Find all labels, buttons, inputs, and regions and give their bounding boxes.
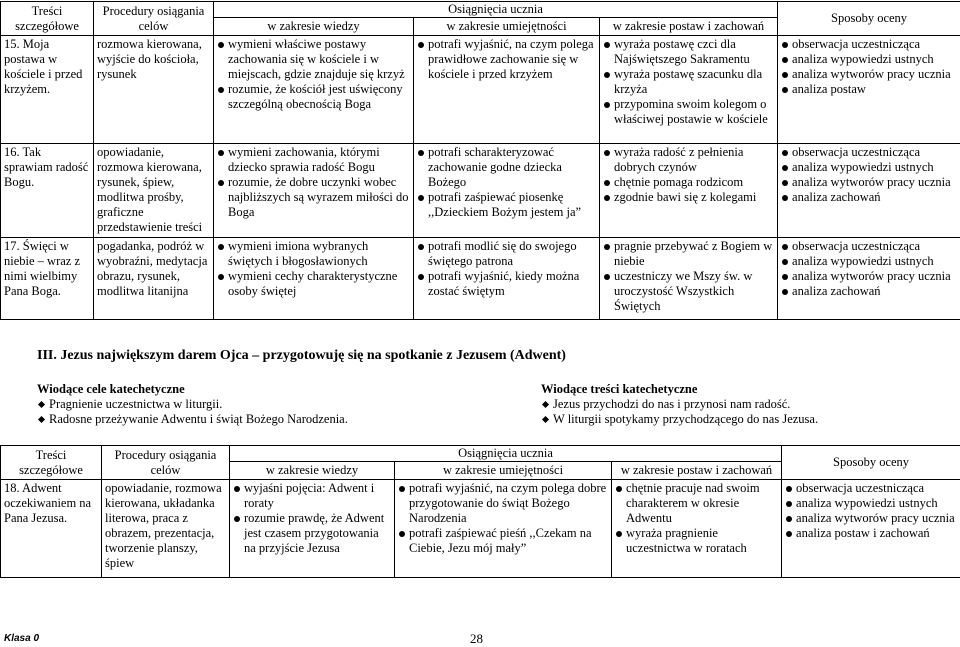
header-row <box>1 446 960 462</box>
header-knowledge: w zakresie wiedzy <box>230 462 395 480</box>
header-content: Treści szczegółowe <box>1 446 102 480</box>
list-item: wyraża radość z pełnienia dobrych czynów <box>603 145 774 175</box>
header-procedures: Procedury osiągania celów <box>102 446 230 480</box>
contents-title: Wiodące treści katechetyczne <box>541 382 698 396</box>
procedures-cell: pogadanka, podróż w wyobraźni, medytacja obrazu, rysunek, modlitwa litanijna <box>94 238 214 320</box>
header-skills: w zakresie umiejętności <box>414 18 600 36</box>
list-item: analiza wytworów pracy ucznia <box>785 511 957 526</box>
list-item: chętnie pracuje nad swoim charakterem w okresie Adwentu <box>615 481 778 526</box>
aims-item: Pragnienie uczestnictwa w liturgii. <box>37 397 477 412</box>
topic-cell: 18. Adwent oczekiwaniem na Pana Jezusa. <box>1 480 102 578</box>
contents-item: Jezus przychodzi do nas i przynosi nam radość. <box>541 397 951 412</box>
header-achievements: Osiągnięcia ucznia <box>214 2 778 18</box>
list-item: potrafi zaśpiewać pieśń ,,Czekam na Ciebie, Jezu mój mały” <box>398 526 608 556</box>
aims-title: Wiodące cele katechetyczne <box>37 382 185 396</box>
header-content: Treści szczegółowe <box>1 2 94 36</box>
assessment-cell <box>778 238 960 320</box>
knowledge-cell <box>214 238 414 320</box>
section-title: III. Jezus największym darem Ojca – przygotowuję się na spotkanie z Jezusem (Adwent) <box>37 348 566 363</box>
list-item: analiza wytworów pracy ucznia <box>781 269 957 284</box>
topic-cell: 16. Tak sprawiam radość Bogu. <box>1 144 94 238</box>
list-item: potrafi modlić się do swojego świętego patrona <box>417 239 596 269</box>
list-item: wymieni właściwe postawy zachowania się w kościele i w miejscach, gdzie znajduje się krzyż <box>217 37 410 82</box>
list-item: potrafi wyjaśnić, kiedy można zostać świętym <box>417 269 596 299</box>
list-item: wyraża pragnienie uczestnictwa w roratach <box>615 526 778 556</box>
knowledge-cell <box>214 144 414 238</box>
list-item: analiza zachowań <box>781 284 957 299</box>
list-item: wymieni cechy charakterystyczne osoby świętej <box>217 269 410 299</box>
header-assessment: Sposoby oceny <box>778 2 960 36</box>
table-row <box>1 480 960 578</box>
header-attitudes: w zakresie postaw i zachowań <box>612 462 782 480</box>
procedures-cell: rozmowa kierowana, wyjście do kościoła, rysunek <box>94 36 214 144</box>
list-item: analiza postaw <box>781 82 957 97</box>
header-row <box>1 2 960 18</box>
list-item: analiza wytworów pracy ucznia <box>781 67 957 82</box>
list-item: wyraża postawę czci dla Najświętszego Sakramentu <box>603 37 774 67</box>
page-number: 28 <box>470 631 483 646</box>
aims-item: Radosne przeżywanie Adwentu i świąt Bożego Narodzenia. <box>37 412 477 427</box>
list-item: analiza wypowiedzi ustnych <box>781 52 957 67</box>
list-item: wymieni zachowania, którymi dziecko sprawia radość Bogu <box>217 145 410 175</box>
list-item: obserwacja uczestnicząca <box>785 481 957 496</box>
skills-cell <box>414 144 600 238</box>
list-item: analiza wytworów pracy ucznia <box>781 175 957 190</box>
list-item: analiza zachowań <box>781 190 957 205</box>
list-item: potrafi scharakteryzować zachowanie godne dziecka Bożego <box>417 145 596 190</box>
table-row <box>1 238 960 320</box>
knowledge-cell <box>214 36 414 144</box>
list-item: pragnie przebywać z Bogiem w niebie <box>603 239 774 269</box>
attitudes-cell <box>600 36 778 144</box>
header-skills: w zakresie umiejętności <box>395 462 612 480</box>
list-item: analiza wypowiedzi ustnych <box>781 254 957 269</box>
assessment-cell <box>782 480 960 578</box>
assessment-cell <box>778 36 960 144</box>
list-item: wyraża postawę szacunku dla krzyża <box>603 67 774 97</box>
list-item: analiza wypowiedzi ustnych <box>785 496 957 511</box>
list-item: rozumie, że dobre uczynki wobec najbliższych są wyrazem miłości do Boga <box>217 175 410 220</box>
header-attitudes: w zakresie postaw i zachowań <box>600 18 778 36</box>
contents-item: W liturgii spotykamy przychodzącego do nas Jezusa. <box>541 412 951 427</box>
list-item: analiza wypowiedzi ustnych <box>781 160 957 175</box>
list-item: obserwacja uczestnicząca <box>781 145 957 160</box>
topic-cell: 15. Moja postawa w kościele i przed krzyżem. <box>1 36 94 144</box>
list-item: zgodnie bawi się z kolegami <box>603 190 774 205</box>
list-item: potrafi wyjaśnić, na czym polega dobre przygotowanie do świąt Bożego Narodzenia <box>398 481 608 526</box>
assessment-cell <box>778 144 960 238</box>
list-item: rozumie prawdę, że Adwent jest czasem przygotowania na przyjście Jezusa <box>233 511 391 556</box>
table-row <box>1 36 960 144</box>
attitudes-cell <box>600 144 778 238</box>
list-item: przypomina swoim kolegom o właściwej postawie w kościele <box>603 97 774 127</box>
list-item: analiza postaw i zachowań <box>785 526 957 541</box>
attitudes-cell <box>600 238 778 320</box>
header-knowledge: w zakresie wiedzy <box>214 18 414 36</box>
lesson-table-1 <box>0 1 960 320</box>
list-item: wyjaśni pojęcia: Adwent i roraty <box>233 481 391 511</box>
footer-class-label: Klasa 0 <box>4 633 40 644</box>
knowledge-cell <box>230 480 395 578</box>
lesson-table-2 <box>0 445 960 578</box>
topic-cell: 17. Święci w niebie – wraz z nimi wielbimy Pana Boga. <box>1 238 94 320</box>
list-item: potrafi wyjaśnić, na czym polega prawidłowe zachowanie się w kościele i przed krzyżem <box>417 37 596 82</box>
header-procedures: Procedury osiągania celów <box>94 2 214 36</box>
skills-cell <box>414 36 600 144</box>
list-item: rozumie, że kościół jest uświęcony szczególną obecnością Boga <box>217 82 410 112</box>
list-item: uczestniczy we Mszy św. w uroczystość Wszystkich Świętych <box>603 269 774 314</box>
skills-cell <box>395 480 612 578</box>
skills-cell <box>414 238 600 320</box>
procedures-cell: opowiadanie, rozmowa kierowana, rysunek, śpiew, modlitwa prośby, graficzne przedstawienie treści <box>94 144 214 238</box>
table-row <box>1 144 960 238</box>
list-item: obserwacja uczestnicząca <box>781 37 957 52</box>
header-achievements: Osiągnięcia ucznia <box>230 446 782 462</box>
list-item: potrafi zaśpiewać piosenkę ,,Dzieckiem Bożym jestem ja” <box>417 190 596 220</box>
list-item: chętnie pomaga rodzicom <box>603 175 774 190</box>
contents-block <box>541 382 951 427</box>
header-assessment: Sposoby oceny <box>782 446 960 480</box>
list-item: wymieni imiona wybranych świętych i błogosławionych <box>217 239 410 269</box>
procedures-cell: opowiadanie, rozmowa kierowana, układanka literowa, praca z obrazem, prezentacja, tworzenie planszy, śpiew <box>102 480 230 578</box>
list-item: obserwacja uczestnicząca <box>781 239 957 254</box>
attitudes-cell <box>612 480 782 578</box>
aims-block <box>37 382 477 427</box>
